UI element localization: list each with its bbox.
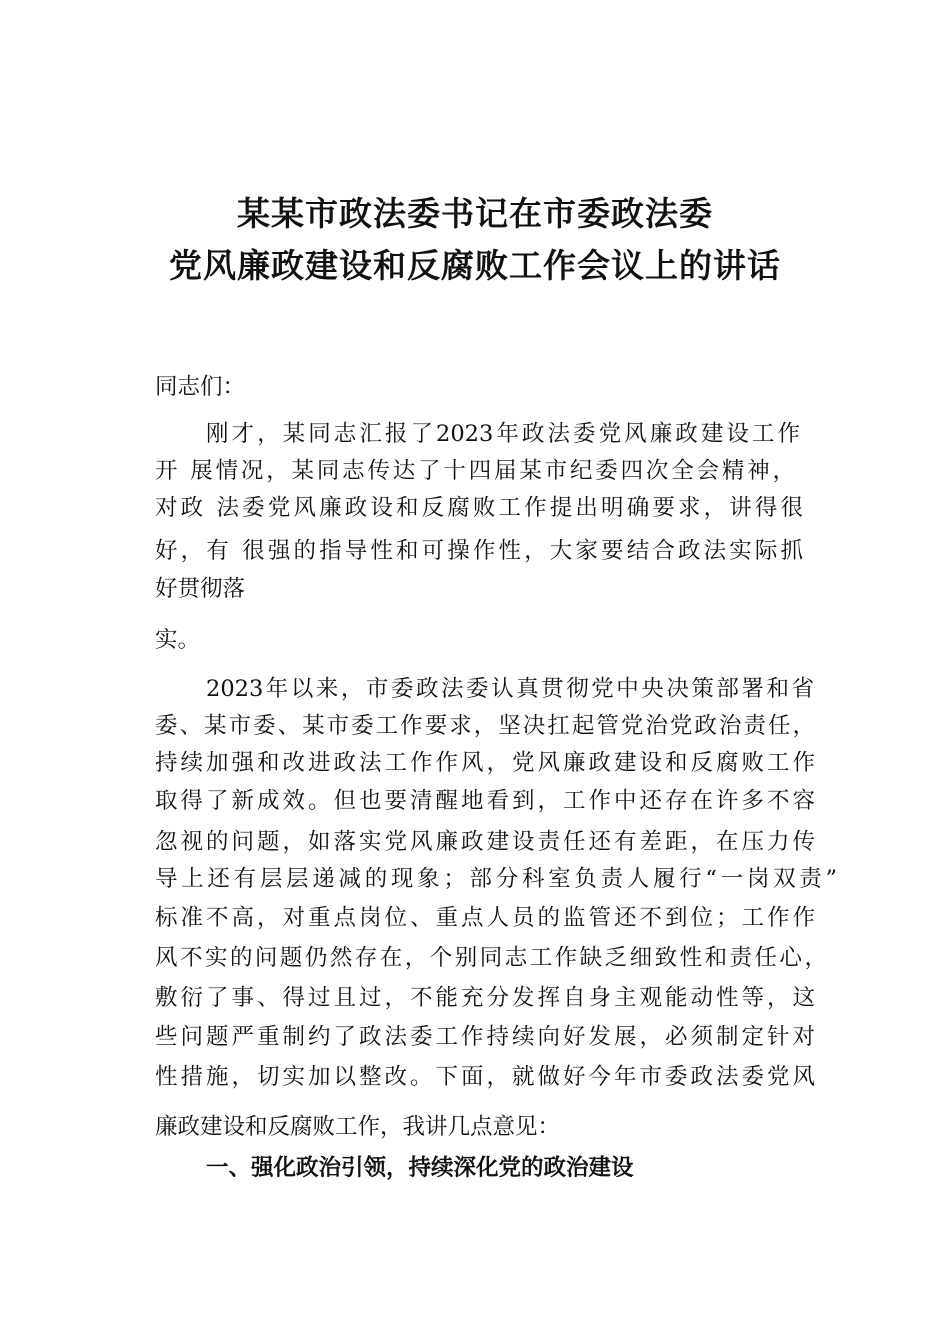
paragraph-2-line-2: 委、某市委、某市委工作要求，坚决扛起管党治党政治责任， xyxy=(155,713,815,739)
paragraph-2-line-1: 2023年以来，市委政法委认真贯彻党中央决策部署和省 xyxy=(206,676,814,702)
paragraph-2-line-12: 廉政建设和反腐败工作，我讲几点意见： xyxy=(155,1114,561,1140)
paragraph-1-line-2: 开 展情况，某同志传达了十四届某市纪委四次全会精神， xyxy=(155,458,795,484)
paragraph-1-line-6: 实。 xyxy=(155,627,201,653)
paragraph-2-line-7: 标准不高，对重点岗位、重点人员的监管还不到位；工作作 xyxy=(155,905,815,931)
section-1-heading: 一、强化政治引领，持续深化党的政治建设 xyxy=(206,1155,634,1181)
paragraph-2-line-10: 些问题严重制约了政法委工作持续向好发展，必须制定针对 xyxy=(155,1024,815,1050)
document-title-line-1: 某某市政法委书记在市委政法委 xyxy=(237,194,713,233)
paragraph-2-line-8: 风不实的问题仍然存在，个别同志工作缺乏细致性和责任心， xyxy=(155,945,827,971)
paragraph-1-line-3: 对政 法委党风廉政设和反腐败工作提出明确要求，讲得很 xyxy=(155,495,803,521)
paragraph-2-line-4: 取得了新成效。但也要清醒地看到，工作中还存在许多不容 xyxy=(155,788,815,814)
paragraph-2-line-11: 性措施，切实加以整改。下面，就做好今年市委政法委党风 xyxy=(155,1064,815,1090)
paragraph-2-line-3: 持续加强和改进政法工作作风，党风廉政建设和反腐败工作 xyxy=(155,750,815,776)
salutation: 同志们： xyxy=(155,374,246,400)
paragraph-2-line-6: 导上还有层层递减的现象；部分科室负责人履行“一岗双责” xyxy=(155,866,837,892)
paragraph-1-line-1: 刚才，某同志汇报了2023年政法委党风廉政建设工作 xyxy=(206,421,800,447)
paragraph-2-line-5: 忽视的问题，如落实党风廉政建设责任还有差距，在压力传 xyxy=(155,829,815,855)
paragraph-1-line-5: 好贯彻落 xyxy=(155,576,246,602)
document-title-line-2: 党风廉政建设和反腐败工作会议上的讲话 xyxy=(169,246,781,285)
paragraph-1-line-4: 好，有 很强的指导性和可操作性，大家要结合政法实际抓 xyxy=(155,538,803,564)
paragraph-2-line-9: 敷衍了事、得过且过，不能充分发挥自身主观能动性等，这 xyxy=(155,985,815,1011)
